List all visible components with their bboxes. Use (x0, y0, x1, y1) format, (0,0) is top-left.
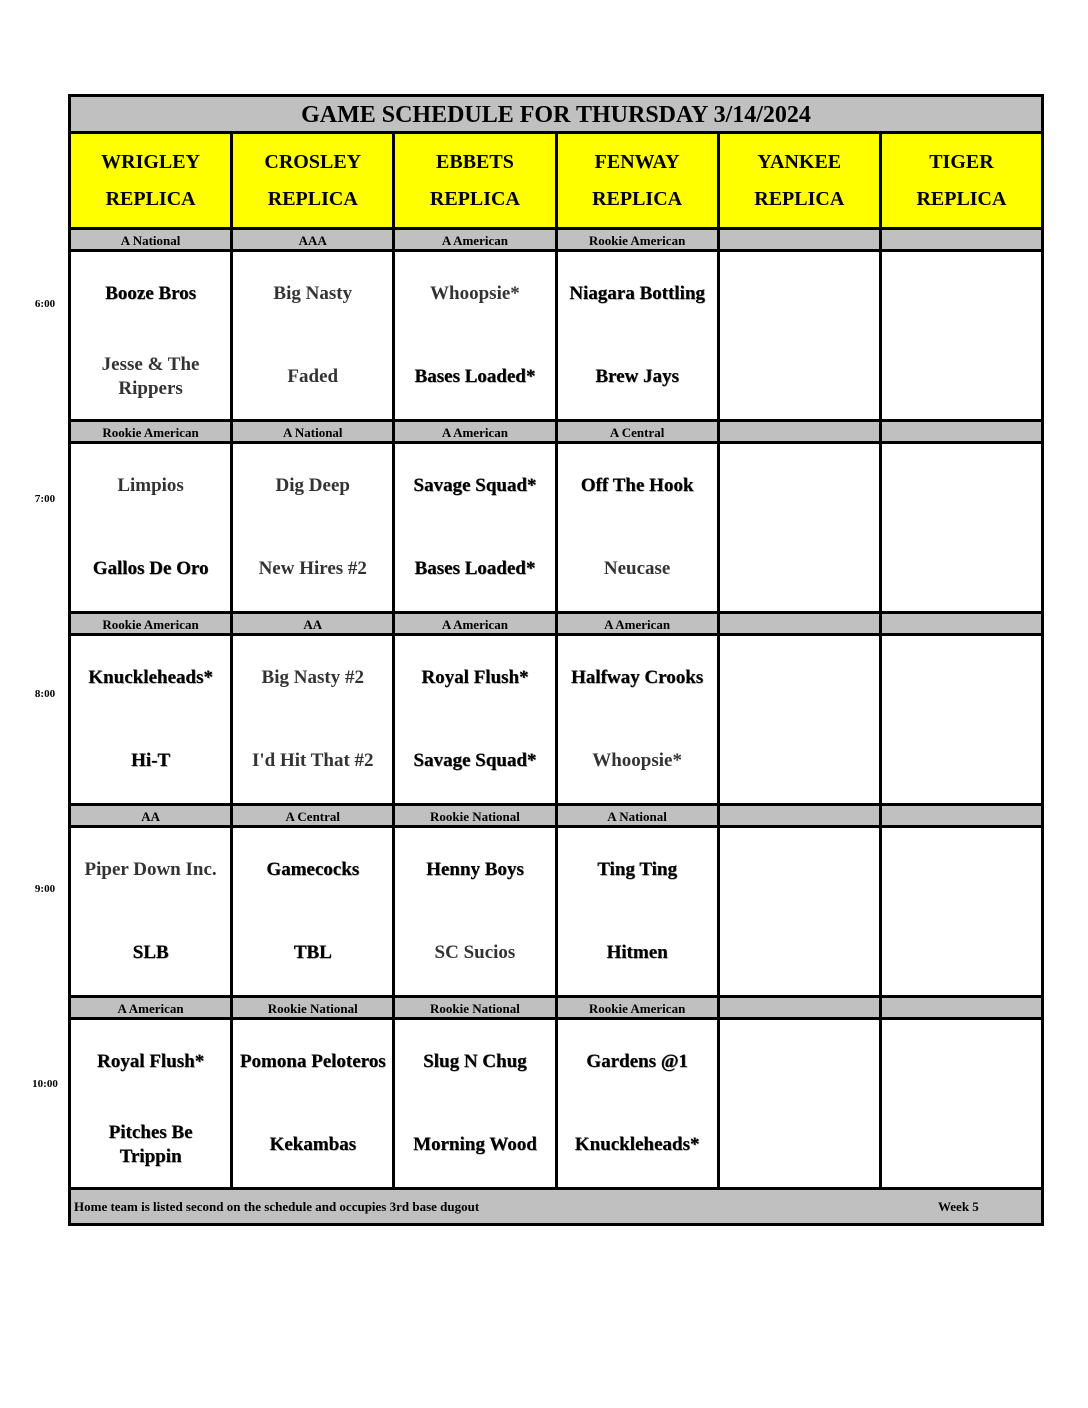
game-cell (882, 444, 1041, 614)
game-cell (882, 252, 1041, 422)
home-team: New Hires #2 (258, 558, 367, 580)
division-row (71, 998, 1041, 1020)
home-team (882, 528, 1041, 612)
division-label: A Central (233, 806, 395, 828)
division-label (882, 614, 1041, 636)
away-team: Limpios (117, 474, 184, 496)
home-team: Jesse & The Rippers (101, 354, 200, 400)
away-team: Knuckleheads* (88, 666, 213, 688)
game-cell (395, 444, 557, 614)
away-team: Big Nasty (273, 282, 353, 304)
away-team (882, 252, 1041, 336)
home-team (720, 912, 879, 996)
away-team (720, 828, 879, 912)
game-cell (233, 636, 395, 806)
away-team: Henny Boys (426, 858, 524, 880)
home-team: Savage Squad* (413, 750, 537, 772)
field-header-wrigley (71, 134, 233, 230)
week-label: Week 5 (938, 1199, 979, 1214)
division-label (882, 998, 1041, 1020)
field-name: EBBETS (436, 150, 514, 173)
away-team (720, 444, 879, 528)
schedule-footer (71, 1190, 1041, 1223)
game-cell (882, 1020, 1041, 1190)
home-team: SLB (132, 942, 169, 964)
division-row (71, 806, 1041, 828)
time-label: 9:00 (34, 883, 56, 895)
division-label (882, 230, 1041, 252)
division-label: A National (558, 806, 720, 828)
division-label (882, 422, 1041, 444)
home-team (882, 1104, 1041, 1188)
schedule-title: GAME SCHEDULE FOR THURSDAY 3/14/2024 (71, 97, 1041, 134)
field-name: CROSLEY (264, 150, 362, 173)
division-label: Rookie National (395, 806, 557, 828)
division-label (720, 422, 882, 444)
home-team: Kekambas (269, 1134, 357, 1156)
game-cell (395, 1020, 557, 1190)
home-team (720, 528, 879, 612)
away-team (882, 636, 1041, 720)
game-row (71, 1020, 1041, 1190)
game-cell (720, 444, 882, 614)
home-team (882, 336, 1041, 420)
division-label: A Central (558, 422, 720, 444)
home-team: Hi-T (131, 750, 171, 772)
division-row (71, 422, 1041, 444)
field-subtitle: REPLICA (267, 187, 358, 210)
game-row (71, 636, 1041, 806)
away-team (720, 252, 879, 336)
field-name: WRIGLEY (101, 150, 201, 173)
away-team: Royal Flush* (97, 1050, 205, 1072)
game-cell (233, 828, 395, 998)
game-cell (720, 1020, 882, 1190)
game-cell (720, 636, 882, 806)
division-label: A American (395, 614, 557, 636)
home-team (882, 912, 1041, 996)
away-team: Royal Flush* (421, 666, 529, 688)
division-label: A American (395, 422, 557, 444)
home-team: SC Sucios (434, 942, 516, 964)
division-label (720, 998, 882, 1020)
game-cell (71, 828, 233, 998)
game-cell (71, 252, 233, 422)
home-team: Knuckleheads* (574, 1134, 700, 1156)
game-row (71, 252, 1041, 422)
game-cell (720, 252, 882, 422)
game-cell (882, 828, 1041, 998)
game-row (71, 444, 1041, 614)
division-label: AA (233, 614, 395, 636)
schedule-table (68, 94, 1044, 1226)
field-name: FENWAY (594, 150, 680, 173)
field-header-row (71, 134, 1041, 230)
away-team (882, 828, 1041, 912)
division-label: A American (71, 998, 233, 1020)
away-team: Big Nasty #2 (261, 666, 364, 688)
division-row (71, 230, 1041, 252)
away-team: Booze Bros (105, 282, 197, 304)
time-label: 8:00 (34, 688, 56, 700)
away-team (720, 1020, 879, 1104)
division-label: Rookie National (233, 998, 395, 1020)
home-team (720, 1104, 879, 1188)
field-header-fenway (558, 134, 720, 230)
game-cell (882, 636, 1041, 806)
division-label: AA (71, 806, 233, 828)
game-cell (233, 444, 395, 614)
game-cell (395, 828, 557, 998)
division-label: A American (395, 230, 557, 252)
division-label: Rookie American (558, 230, 720, 252)
field-subtitle: REPLICA (105, 187, 196, 210)
division-label (720, 806, 882, 828)
division-label: A National (71, 230, 233, 252)
game-cell (558, 636, 720, 806)
field-name: TIGER (929, 150, 994, 173)
home-team: Brew Jays (595, 366, 679, 388)
home-team: Whoopsie* (592, 750, 682, 772)
away-team: Piper Down Inc. (84, 858, 217, 880)
game-cell (558, 828, 720, 998)
home-team: I'd Hit That #2 (251, 750, 374, 772)
field-header-ebbets (395, 134, 557, 230)
home-team: Gallos De Oro (92, 558, 209, 580)
home-team: Bases Loaded* (414, 366, 536, 388)
away-team: Gamecocks (266, 858, 360, 880)
home-team: TBL (293, 942, 332, 964)
field-header-crosley (233, 134, 395, 230)
game-cell (71, 444, 233, 614)
game-cell (558, 444, 720, 614)
home-team (720, 720, 879, 804)
away-team: Ting Ting (597, 858, 677, 880)
away-team (882, 1020, 1041, 1104)
home-team (720, 336, 879, 420)
game-cell (720, 828, 882, 998)
division-row (71, 614, 1041, 636)
home-team: Morning Wood (413, 1134, 537, 1156)
division-label: Rookie National (395, 998, 557, 1020)
home-team: Faded (287, 366, 339, 388)
field-subtitle: REPLICA (592, 187, 683, 210)
away-team: Halfway Crooks (571, 666, 704, 688)
division-label (882, 806, 1041, 828)
division-label (720, 230, 882, 252)
home-team-note: Home team is listed second on the schedule and occupies 3rd base dugout (74, 1199, 480, 1214)
division-label: A American (558, 614, 720, 636)
away-team: Off The Hook (580, 474, 694, 496)
away-team: Whoopsie* (430, 282, 520, 304)
field-name: YANKEE (757, 150, 842, 173)
field-subtitle: REPLICA (916, 187, 1007, 210)
away-team (720, 636, 879, 720)
game-cell (558, 1020, 720, 1190)
time-label: 7:00 (34, 493, 56, 505)
home-team: Pitches Be Trippin (108, 1122, 193, 1168)
division-label: AAA (233, 230, 395, 252)
game-cell (395, 636, 557, 806)
division-label (720, 614, 882, 636)
division-label: Rookie American (558, 998, 720, 1020)
away-team: Slug N Chug (423, 1050, 527, 1072)
game-cell (71, 1020, 233, 1190)
away-team: Pomona Peloteros (239, 1050, 386, 1072)
away-team (882, 444, 1041, 528)
game-cell (71, 636, 233, 806)
field-subtitle: REPLICA (429, 187, 520, 210)
home-team: Bases Loaded* (414, 558, 536, 580)
away-team: Gardens @1 (586, 1050, 688, 1072)
field-header-yankee (720, 134, 882, 230)
field-subtitle: REPLICA (754, 187, 845, 210)
game-cell (233, 252, 395, 422)
home-team: Neucase (603, 558, 671, 580)
time-label: 10:00 (32, 1078, 58, 1090)
home-team (882, 720, 1041, 804)
field-header-tiger (882, 134, 1041, 230)
division-label: Rookie American (71, 422, 233, 444)
division-label: A National (233, 422, 395, 444)
time-slots (71, 230, 1041, 1190)
away-team: Niagara Bottling (569, 282, 705, 304)
game-cell (233, 1020, 395, 1190)
game-cell (558, 252, 720, 422)
game-cell (395, 252, 557, 422)
away-team: Savage Squad* (413, 474, 537, 496)
away-team: Dig Deep (275, 474, 350, 496)
home-team: Hitmen (606, 942, 668, 964)
division-label: Rookie American (71, 614, 233, 636)
game-row (71, 828, 1041, 998)
time-label: 6:00 (34, 298, 56, 310)
